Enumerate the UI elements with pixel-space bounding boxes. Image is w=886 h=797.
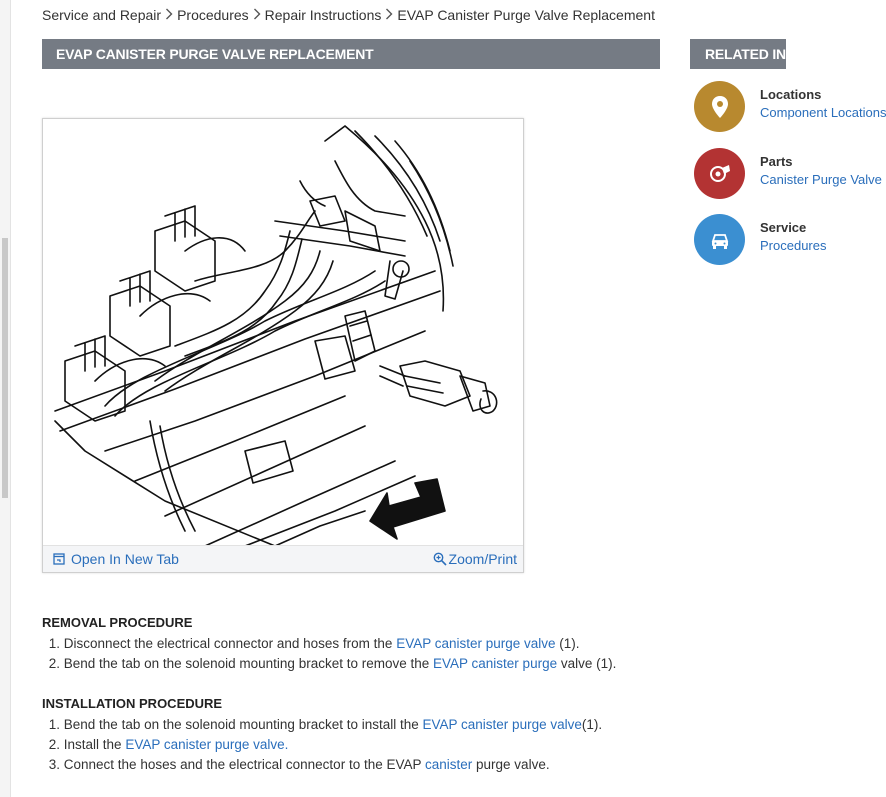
related-item-link[interactable]: Procedures bbox=[760, 238, 827, 253]
removal-steps-list bbox=[42, 634, 616, 674]
map-pin-icon bbox=[694, 81, 745, 132]
step-text-end: purge valve. bbox=[472, 757, 550, 772]
related-info-header: RELATED INFO bbox=[690, 39, 786, 69]
zoom-print-label: Zoom/Print bbox=[448, 551, 517, 567]
breadcrumb bbox=[42, 6, 655, 24]
related-item-service[interactable] bbox=[694, 214, 827, 266]
related-item-title: Parts bbox=[760, 154, 793, 169]
step-text-end: valve (1). bbox=[557, 656, 617, 671]
removal-procedure-heading: REMOVAL PROCEDURE bbox=[42, 615, 193, 630]
related-item-title: Locations bbox=[760, 87, 822, 102]
figure-footer bbox=[43, 545, 523, 572]
related-item-link[interactable]: Component Locations bbox=[760, 105, 886, 120]
related-item-locations[interactable] bbox=[694, 81, 886, 133]
zoom-in-icon bbox=[433, 552, 447, 566]
breadcrumb-repair-instructions[interactable]: Repair Instructions bbox=[264, 7, 382, 23]
step-number: 3. bbox=[48, 757, 60, 772]
step-number: 1. bbox=[48, 636, 60, 651]
parts-tag-icon bbox=[694, 148, 745, 199]
canister-link[interactable]: canister bbox=[425, 757, 473, 772]
related-item-title: Service bbox=[760, 220, 807, 235]
scrollbar-thumb[interactable] bbox=[2, 238, 8, 498]
step-text: Install the bbox=[63, 737, 126, 752]
step-text: Disconnect the electrical connector and hoses from the bbox=[63, 636, 397, 651]
evap-canister-purge-valve-link[interactable]: EVAP canister purge valve bbox=[422, 717, 582, 732]
open-in-new-tab-button[interactable] bbox=[53, 551, 179, 567]
chevron-right-icon bbox=[383, 7, 395, 23]
page-title: EVAP CANISTER PURGE VALVE REPLACEMENT bbox=[42, 39, 660, 69]
evap-canister-purge-link[interactable]: EVAP canister purge bbox=[433, 656, 558, 671]
breadcrumb-service-and-repair[interactable]: Service and Repair bbox=[42, 7, 162, 23]
service-vehicle-icon bbox=[694, 214, 745, 265]
related-item-link[interactable]: Canister Purge Valve bbox=[760, 172, 882, 187]
list-item bbox=[42, 755, 602, 775]
evap-canister-purge-valve-link[interactable]: EVAP canister purge valve. bbox=[125, 737, 289, 752]
list-item bbox=[42, 735, 602, 755]
related-item-parts[interactable] bbox=[694, 148, 882, 200]
diagram-figure bbox=[42, 118, 524, 573]
chevron-right-icon bbox=[163, 7, 175, 23]
external-window-icon bbox=[53, 553, 65, 565]
step-text-end: (1). bbox=[555, 636, 580, 651]
installation-procedure-heading: INSTALLATION PROCEDURE bbox=[42, 696, 223, 711]
step-text: Connect the hoses and the electrical connector to the EVAP bbox=[63, 757, 425, 772]
step-text-end: (1). bbox=[581, 717, 603, 732]
installation-steps-list bbox=[42, 715, 602, 775]
evap-purge-valve-diagram[interactable] bbox=[45, 121, 521, 547]
list-item bbox=[42, 634, 616, 654]
breadcrumb-procedures[interactable]: Procedures bbox=[177, 7, 249, 23]
step-text: Bend the tab on the solenoid mounting bracket to remove the bbox=[63, 656, 434, 671]
open-in-new-tab-label: Open In New Tab bbox=[71, 551, 179, 567]
left-scrollbar[interactable] bbox=[0, 0, 11, 797]
zoom-print-button[interactable] bbox=[433, 551, 517, 567]
step-text: Bend the tab on the solenoid mounting bracket to install the bbox=[63, 717, 423, 732]
breadcrumb-current: EVAP Canister Purge Valve Replacement bbox=[397, 7, 655, 23]
step-number: 1. bbox=[48, 717, 60, 732]
evap-canister-purge-valve-link[interactable]: EVAP canister purge valve bbox=[396, 636, 556, 651]
step-number: 2. bbox=[48, 656, 60, 671]
list-item bbox=[42, 715, 602, 735]
step-number: 2. bbox=[48, 737, 60, 752]
list-item bbox=[42, 654, 616, 674]
chevron-right-icon bbox=[251, 7, 263, 23]
